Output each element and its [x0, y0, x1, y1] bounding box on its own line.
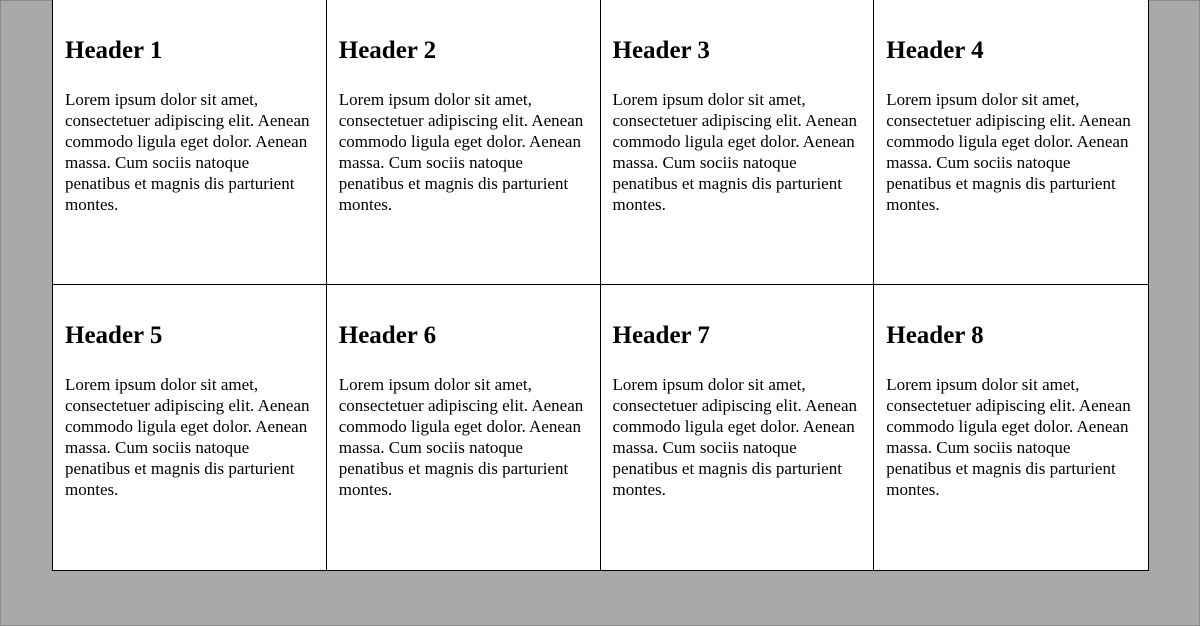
card-header: Header 2: [338, 37, 437, 64]
card-body: Lorem ipsum dolor sit amet, consectetuer adipiscing elit. Aenean commodo ligula eget dolor. Aenean massa. Cum sociis natoque penatibus et magnis dis parturient montes.: [886, 375, 1131, 499]
card-8: [874, 285, 1148, 570]
card-body: Lorem ipsum dolor sit amet, consectetuer adipiscing elit. Aenean commodo ligula eget dolor. Aenean massa. Cum sociis natoque penatibus et magnis dis parturient montes.: [65, 375, 310, 499]
card-5: [53, 285, 327, 570]
card-header: Header 3: [612, 37, 710, 64]
card-6: [327, 285, 601, 570]
card-body: Lorem ipsum dolor sit amet, consectetuer adipiscing elit. Aenean commodo ligula eget dolor. Aenean massa. Cum sociis natoque penatibus et magnis dis parturient montes.: [612, 90, 858, 214]
card-7: [601, 285, 875, 570]
card-grid: [52, 0, 1149, 571]
card-body: Lorem ipsum dolor sit amet, consectetuer adipiscing elit. Aenean commodo ligula eget dolor. Aenean massa. Cum sociis natoque penatibus et magnis dis parturient montes.: [612, 375, 858, 499]
card-body: Lorem ipsum dolor sit amet, consectetuer adipiscing elit. Aenean commodo ligula eget dolor. Aenean massa. Cum sociis natoque penatibus et magnis dis parturient montes.: [65, 90, 310, 214]
card-body: Lorem ipsum dolor sit amet, consectetuer adipiscing elit. Aenean commodo ligula eget dolor. Aenean massa. Cum sociis natoque penatibus et magnis dis parturient montes.: [338, 90, 584, 214]
card-body: Lorem ipsum dolor sit amet, consectetuer adipiscing elit. Aenean commodo ligula eget dolor. Aenean massa. Cum sociis natoque penatibus et magnis dis parturient montes.: [886, 90, 1131, 214]
card-body: Lorem ipsum dolor sit amet, consectetuer adipiscing elit. Aenean commodo ligula eget dolor. Aenean massa. Cum sociis natoque penatibus et magnis dis parturient montes.: [338, 375, 584, 499]
card-header: Header 4: [886, 37, 984, 64]
card-header: Header 7: [612, 322, 710, 349]
card-header: Header 5: [65, 322, 163, 349]
card-1: [53, 0, 327, 285]
card-header: Header 1: [65, 37, 163, 64]
card-3: [601, 0, 875, 285]
card-4: [874, 0, 1148, 285]
card-header: Header 6: [338, 322, 437, 349]
card-2: [327, 0, 601, 285]
card-header: Header 8: [886, 322, 984, 349]
